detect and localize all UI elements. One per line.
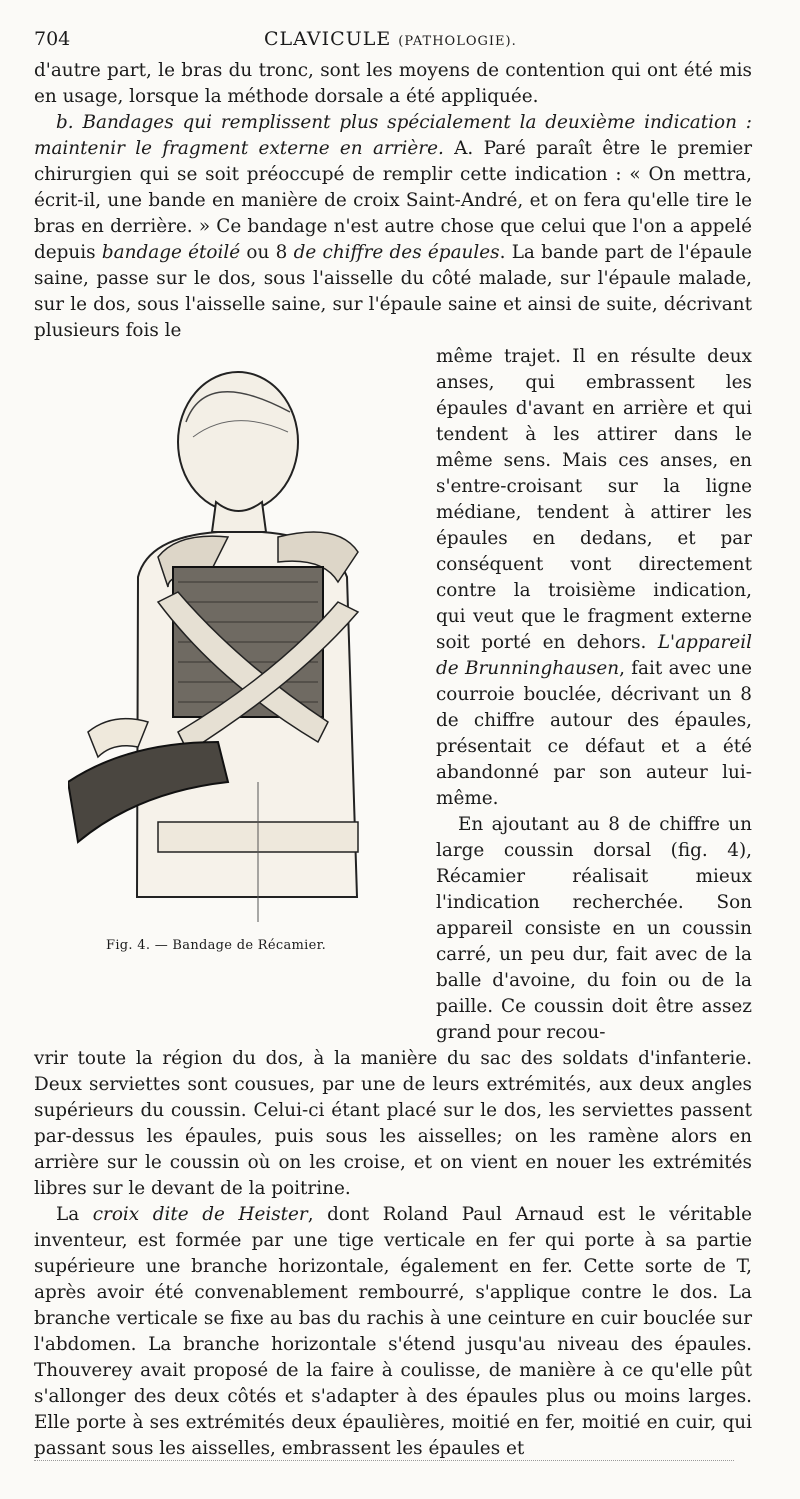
paragraph-2 xyxy=(34,110,752,344)
term-appareil-brunninghausen: L'appareil de Brunninghausen xyxy=(436,632,752,679)
paragraph-2-text-a: A. Paré paraît être le premier chirurgien qui se soit préoccupé de remplir cette indication : « On mettra, écrit-il, une bande en manière de croix Saint-André, et on fera qu'elle tire le bras en derrière. » Ce bandage n'est autre chose que celui que l'on a appelé depuis xyxy=(34,138,752,263)
page xyxy=(34,28,752,1462)
running-title xyxy=(264,28,517,50)
paragraph-3-start: En ajoutant au 8 de chiffre un large coussin dorsal (fig. 4), Récamier réalisait mieux l'indication recherchée. Son appareil consiste en un coussin carré, un peu dur, fait avec de la balle d'avoine, du foin ou de la paille. Ce coussin doit être assez grand pour recou- xyxy=(436,814,752,1043)
term-bandage-etoile: bandage étoilé xyxy=(101,242,241,263)
section-heading: b. Bandages qui remplissent plus spécialement la deuxième indication : maintenir le fragment externe en arrière. xyxy=(34,112,752,159)
term-croix-heister: croix dite de Heister xyxy=(92,1204,308,1225)
figure-4 xyxy=(34,346,426,986)
paragraph-2-continuation xyxy=(436,344,752,812)
running-header xyxy=(34,28,752,58)
text-column-right xyxy=(436,344,752,1046)
paragraph-4-text-a: La xyxy=(56,1204,93,1225)
paragraph-1: d'autre part, le bras du tronc, sont les moyens de contention qui ont été mis en usage, lorsque la méthode dorsale a été appliquée. xyxy=(34,60,752,107)
paragraph-3-continuation: vrir toute la région du dos, à la manière du sac des soldats d'infanterie. Deux serviettes sont cousues, par une de leurs extrémités, aux deux angles supérieurs du coussin. Celui-ci étant placé sur le dos, les serviettes passent par-dessus les épaules, puis sous les aisselles; on les ramène alors en arrière sur le coussin où on les croise, et on vient en nouer les extrémités libres sur le devant de la poitrine. xyxy=(34,1048,752,1199)
recamier-bandage-illustration xyxy=(68,362,388,932)
paragraph-4-text-b: , dont Roland Paul Arnaud est le véritable inventeur, est formée par une tige verticale en fer qui porte à sa partie supérieure une branche horizontale, également en fer. Cette sorte de T, après avoir été convenablement rembourré, s'applique contre le dos. La branche verticale se fixe au bas du rachis à une ceinture en cuir bouclée sur l'abdomen. La branche horizontale s'étend jusqu'au niveau des épaules. Thouverey avait proposé de la faire à coulisse, de manière à ce qu'elle pût s'allonger des deux côtés et s'adapter à des épaules plus ou moins larges. Elle porte à ses extrémités deux épaulières, moitié en fer, moitié en cuir, qui passant sous les aisselles, embrassent les épaules et xyxy=(34,1204,752,1459)
paragraph-2-continuation-text-b: , fait avec une courroie bouclée, décrivant un 8 de chiffre autour des épaules, présentait ce défaut et a été abandonné par son auteur lui-même. xyxy=(436,658,752,809)
running-title-sub: (PATHOLOGIE). xyxy=(398,34,517,49)
page-number: 704 xyxy=(34,28,71,50)
footer-rule xyxy=(34,1460,734,1461)
paragraph-2-continuation-text-a: même trajet. Il en résulte deux anses, qui embrassent les épaules d'avant en arrière et qui tendent à les attirer dans le même sens. Mais ces anses, en s'entre-croisant sur la ligne médiane, tendent à attirer les épaules en dedans, et par conséquent vont directement contre la troisième indication, qui veut que le fragment externe soit porté en dehors. xyxy=(436,346,752,653)
running-title-main: CLAVICULE xyxy=(264,28,392,50)
figure-caption: Fig. 4. — Bandage de Récamier. xyxy=(106,938,327,953)
paragraph-4 xyxy=(34,1202,752,1462)
term-8-de-chiffre: de chiffre des épaules xyxy=(293,242,500,263)
paragraph-2-text-b: ou 8 xyxy=(240,242,294,263)
paragraph-2-text-c: . La bande part de l'épaule saine, passe sur le dos, sous l'aisselle du côté malade, sur l'épaule malade, sur le dos, sous l'aisselle saine, sur l'épaule saine et ainsi de suite, décrivant plusieurs fois le xyxy=(34,242,752,341)
